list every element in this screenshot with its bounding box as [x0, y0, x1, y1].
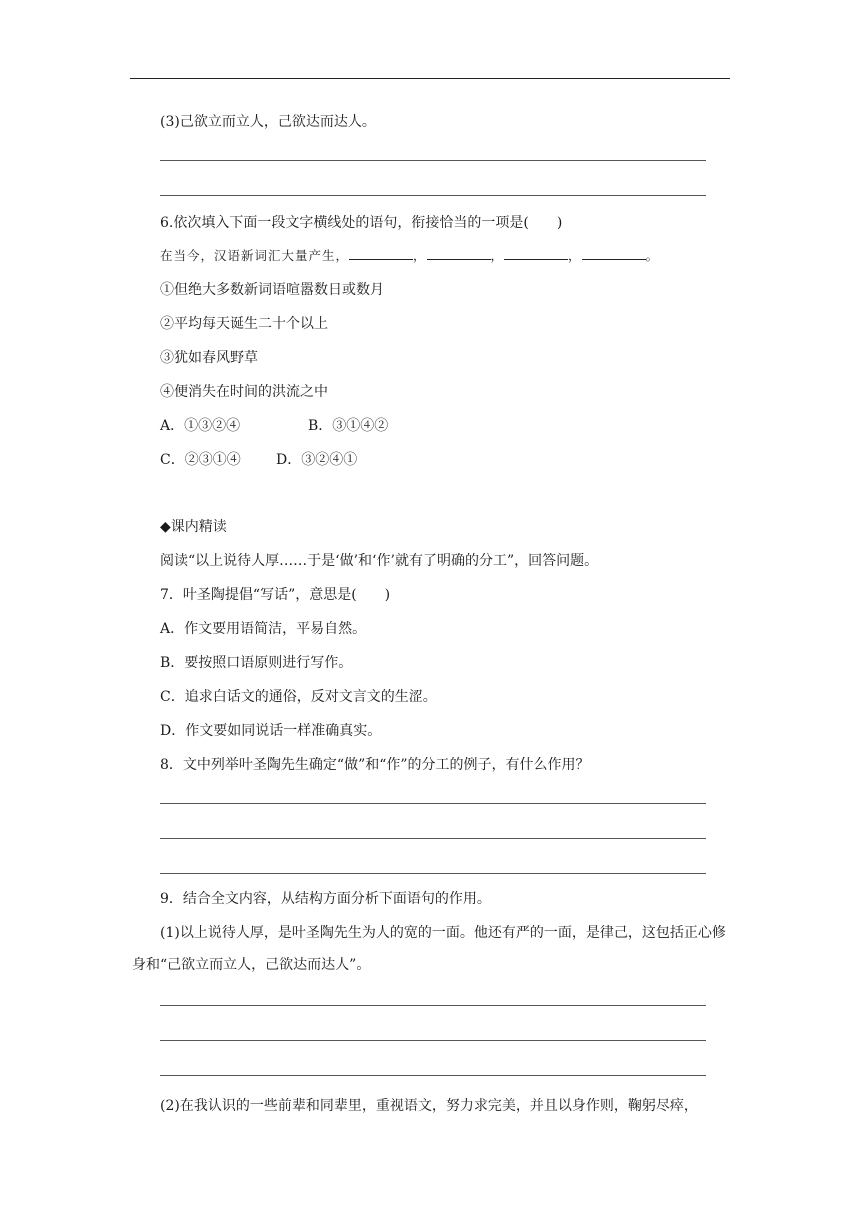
q6-option-d[interactable]: D．③②④① — [276, 452, 358, 468]
q6-option-c[interactable]: C．②③①④ — [160, 452, 241, 468]
q9-paragraph-2: (2)在我认识的一些前辈和同辈里，重视语文，努力求完美，并且以身作则，鞠躬尽瘁， — [160, 1098, 698, 1114]
fill-blank[interactable] — [427, 247, 491, 260]
q6-item-1: ①但绝大多数新词语喧嚣数日或数月 — [160, 282, 384, 298]
comma: ， — [413, 248, 427, 263]
reading-intro: 阅读“以上说待人厚……于是‘做’和‘作’就有了明确的分工”，回答问题。 — [160, 553, 599, 569]
q5-item-3: (3)己欲立而立人，己欲达而达人。 — [160, 114, 376, 130]
q6-item-4: ④便消失在时间的洪流之中 — [160, 384, 328, 400]
section-title: ◆课内精读 — [160, 519, 227, 535]
q7-stem: 7．叶圣陶提倡“写话”，意思是( ) — [160, 587, 391, 603]
q9-paragraph-1: (1)以上说待人厚，是叶圣陶先生为人的宽的一面。他还有严的一面，是律己，这包括正心修身和“己欲立而立人，己欲达而达人”。 — [132, 925, 726, 973]
q6-passage — [160, 246, 659, 266]
q7-option-b[interactable]: B．要按照口语原则进行写作。 — [160, 655, 353, 671]
comma: ， — [568, 248, 582, 263]
q8-stem: 8．文中列举叶圣陶先生确定“做”和“作”的分工的例子，有什么作用？ — [160, 757, 590, 773]
answer-line[interactable] — [160, 1075, 706, 1076]
fill-blank[interactable] — [582, 247, 646, 260]
answer-line[interactable] — [160, 1040, 706, 1041]
q6-item-2: ②平均每天诞生二十个以上 — [160, 316, 328, 332]
q6-item-3: ③犹如春风野草 — [160, 350, 258, 366]
fill-blank[interactable] — [349, 247, 413, 260]
q9-stem: 9．结合全文内容，从结构方面分析下面语句的作用。 — [160, 891, 491, 907]
period: 。 — [645, 248, 660, 263]
answer-line[interactable] — [160, 838, 706, 839]
q7-option-a[interactable]: A．作文要用语简洁，平易自然。 — [160, 621, 367, 637]
answer-line[interactable] — [160, 1005, 706, 1006]
q6-option-b[interactable]: B．③①④② — [308, 418, 389, 434]
header-rule — [130, 78, 730, 79]
fill-blank[interactable] — [504, 247, 568, 260]
q6-option-a[interactable]: A．①③②④ — [160, 418, 241, 434]
q6-passage-prefix: 在当今，汉语新词汇大量产生， — [160, 248, 350, 263]
q7-option-c[interactable]: C．追求白话文的通俗，反对文言文的生涩。 — [160, 689, 437, 705]
answer-line[interactable] — [160, 803, 706, 804]
q7-option-d[interactable]: D．作文要如同说话一样准确真实。 — [160, 723, 382, 739]
answer-line[interactable] — [160, 873, 706, 874]
q6-stem: 6.依次填入下面一段文字横线处的语句，衔接恰当的一项是( ) — [160, 215, 563, 231]
answer-line[interactable] — [160, 195, 706, 196]
comma: ， — [490, 248, 505, 263]
answer-line[interactable] — [160, 160, 706, 161]
